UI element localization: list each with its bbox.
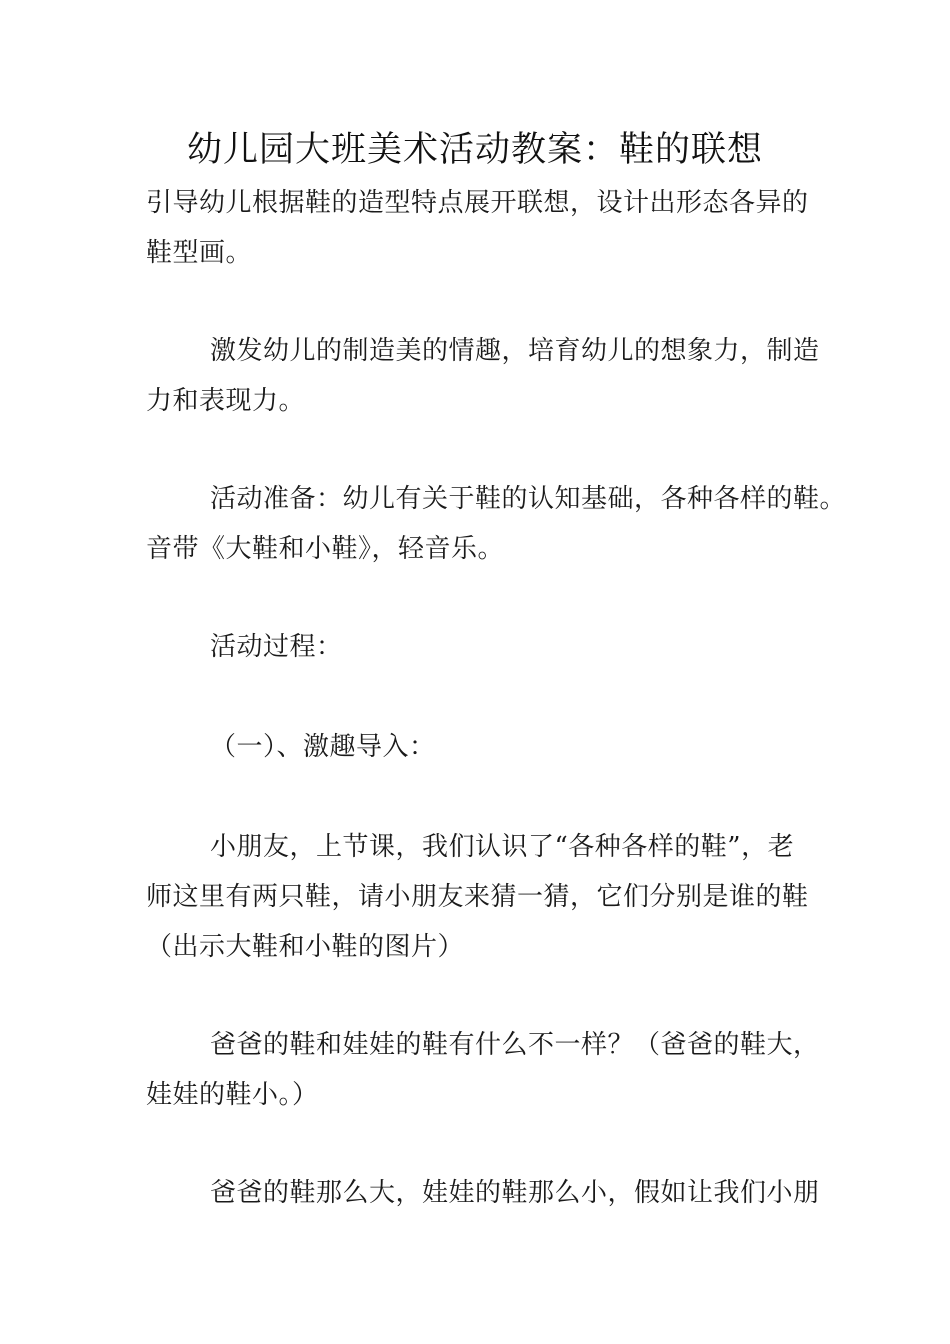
paragraph-line: 活动过程：: [210, 632, 343, 662]
paragraph-section-one: [146, 722, 811, 772]
paragraph-line: 音带《大鞋和小鞋》，轻音乐。: [146, 534, 505, 564]
paragraph-line: 力和表现力。: [146, 386, 306, 416]
paragraph-process-heading: [146, 622, 811, 672]
paragraph-continuation: [146, 1168, 820, 1218]
paragraph-preparation: [146, 474, 847, 574]
paragraph-intro: [146, 822, 811, 972]
paragraph-goal-2: [146, 326, 820, 426]
paragraph-line: 活动准备：幼儿有关于鞋的认知基础，各种各样的鞋。: [210, 484, 847, 514]
paragraph-line: 爸爸的鞋那么大，娃娃的鞋那么小，假如让我们小朋: [210, 1178, 820, 1208]
paragraph-line: 引导幼儿根据鞋的造型特点展开联想，设计出形态各异的: [146, 188, 809, 218]
paragraph-line: 娃娃的鞋小。）: [146, 1080, 319, 1110]
paragraph-question: [146, 1020, 820, 1120]
paragraph-line: （出示大鞋和小鞋的图片）: [146, 932, 465, 962]
paragraph-line: （一）、激趣导入：: [210, 732, 436, 762]
paragraph-line: 鞋型画。: [146, 238, 253, 268]
paragraph-line: 爸爸的鞋和娃娃的鞋有什么不一样？（爸爸的鞋大，: [210, 1030, 820, 1060]
paragraph-line: 小朋友，上节课，我们认识了“各种各样的鞋”，老: [210, 832, 795, 862]
paragraph-line: 激发幼儿的制造美的情趣，培育幼儿的想象力，制造: [210, 336, 820, 366]
paragraph-goal-1: [146, 178, 811, 278]
document-title: 幼儿园大班美术活动教案：鞋的联想: [186, 130, 763, 170]
paragraph-line: 师这里有两只鞋，请小朋友来猜一猜，它们分别是谁的鞋: [146, 882, 809, 912]
